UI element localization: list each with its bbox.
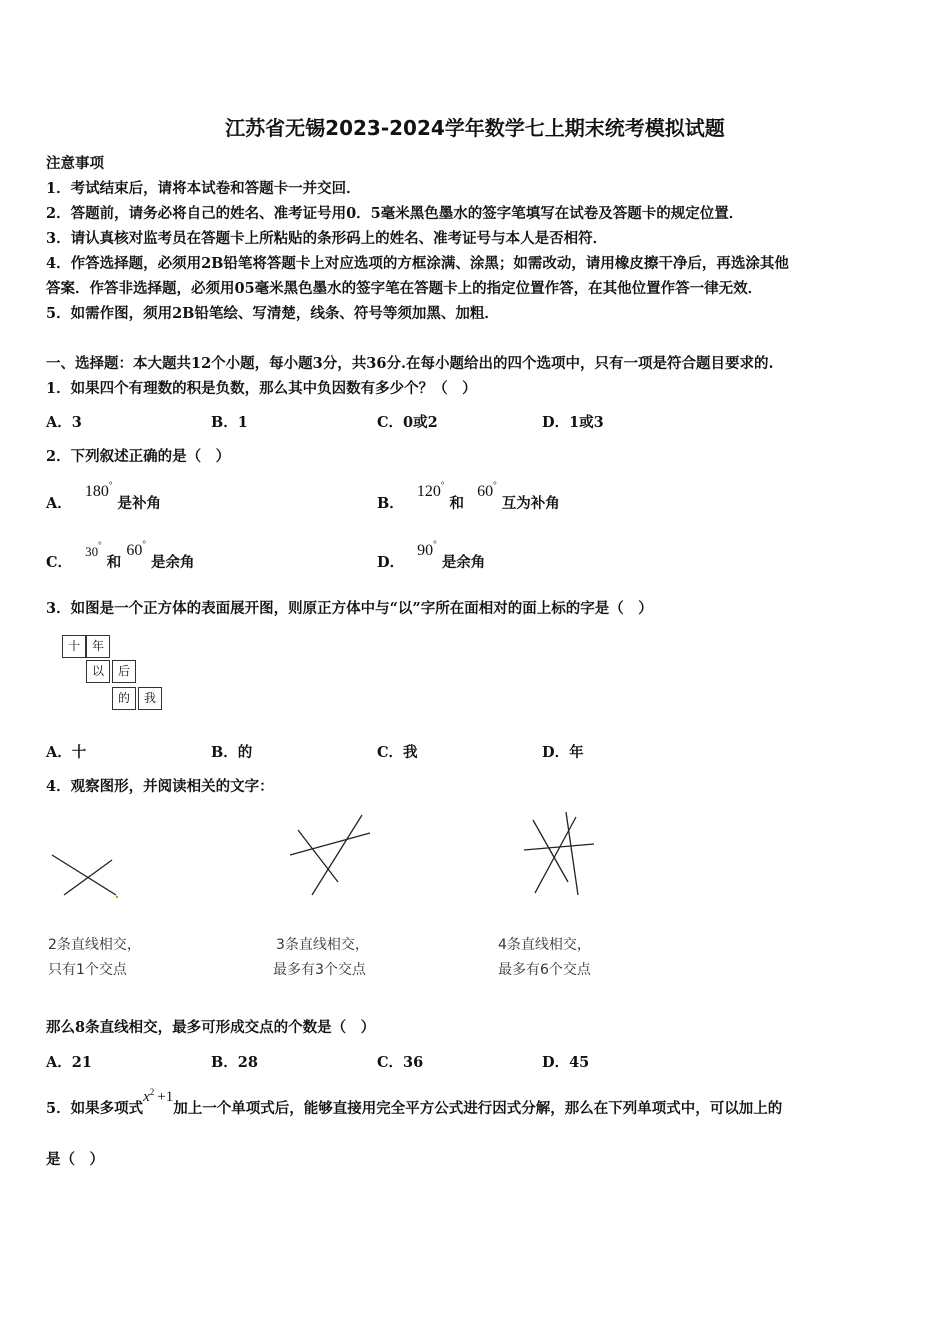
q4-option-b[interactable]: B．28 bbox=[211, 1054, 258, 1071]
option-label: D． bbox=[377, 554, 405, 571]
two-lines-figure bbox=[52, 855, 116, 895]
q3-option-b[interactable]: B．的 bbox=[211, 744, 253, 761]
angle-value: 60° bbox=[477, 480, 497, 500]
question-2-stem: 2．下列叙述正确的是（ ） bbox=[46, 448, 231, 465]
section-heading: 一、选择题：本大题共12个小题，每小题3分，共36分.在每小题给出的四个选项中，只有一项是符合题目要求的. bbox=[46, 355, 774, 372]
angle-value: 30° bbox=[85, 540, 102, 559]
q3-option-d[interactable]: D．年 bbox=[542, 744, 584, 761]
q1-option-b[interactable]: B．1 bbox=[211, 414, 248, 431]
angle-value: 60° bbox=[126, 539, 146, 559]
q3-option-a[interactable]: A．十 bbox=[46, 744, 87, 761]
net-cell: 以 bbox=[86, 660, 110, 683]
option-text: 是余角 bbox=[441, 554, 486, 571]
option-label: A． bbox=[46, 495, 72, 512]
option-text: 互为补角 bbox=[501, 495, 560, 512]
option-label: B． bbox=[377, 495, 404, 512]
q1-option-c[interactable]: C．0或2 bbox=[377, 414, 438, 431]
three-lines-figure bbox=[290, 815, 370, 895]
figure-caption: 4条直线相交， bbox=[498, 937, 591, 953]
notice-heading: 注意事项 bbox=[46, 155, 104, 172]
four-lines-figure bbox=[524, 812, 594, 895]
notice-item: 5．如需作图，须用2B铅笔绘、写清楚，线条、符号等须加黑、加粗． bbox=[46, 305, 499, 322]
notice-item: 2．答题前，请务必将自己的姓名、准考证号用0．5毫米黑色墨水的签字笔填写在试卷及答题卡的规定位置． bbox=[46, 205, 744, 222]
figure-caption: 2条直线相交， bbox=[48, 937, 141, 953]
figure-caption: 只有1个交点 bbox=[48, 962, 127, 978]
net-cell: 十 bbox=[62, 635, 86, 658]
question-1-stem: 1．如果四个有理数的积是负数，那么其中负因数有多少个？（ ） bbox=[46, 380, 477, 397]
q3-option-c[interactable]: C．我 bbox=[377, 744, 418, 761]
polynomial-expression: $x^2 +1$ bbox=[143, 1087, 174, 1105]
net-cell: 后 bbox=[112, 660, 136, 683]
q4-option-a[interactable]: A．21 bbox=[46, 1054, 92, 1071]
q4-option-d[interactable]: D．45 bbox=[542, 1054, 590, 1071]
q2-option-a[interactable] bbox=[46, 480, 161, 513]
q2-option-c[interactable] bbox=[46, 539, 195, 572]
notice-item: 3．请认真核对监考员在答题卡上所粘贴的条形码上的姓名、准考证号与本人是否相符． bbox=[46, 230, 608, 247]
question-3-stem: 3．如图是一个正方体的表面展开图，则原正方体中与“以”字所在面相对的面上标的字是（ ） bbox=[46, 600, 653, 617]
q2-option-b[interactable] bbox=[377, 480, 560, 513]
cube-net-figure bbox=[62, 635, 166, 713]
intersecting-lines-figures bbox=[0, 800, 950, 910]
angle-value: 180° bbox=[84, 480, 113, 500]
figure-caption: 最多有6个交点 bbox=[498, 962, 591, 978]
notice-item: 1．考试结束后，请将本试卷和答题卡一并交回． bbox=[46, 180, 361, 197]
option-text: 和 bbox=[449, 495, 464, 512]
angle-value: 90° bbox=[417, 539, 437, 559]
question-4-stem: 4．观察图形，并阅读相关的文字： bbox=[46, 778, 274, 795]
figure-caption: 3条直线相交， bbox=[276, 937, 369, 953]
notice-item: 4．作答选择题，必须用2B铅笔将答题卡上对应选项的方框涂满、涂黑；如需改动，请用橡皮擦干净后，再选涂其他 bbox=[46, 255, 789, 272]
notice-item: 答案．作答非选择题，必须用05毫米黑色墨水的签字笔在答题卡上的指定位置作答，在其他位置作答一律无效． bbox=[46, 280, 763, 297]
option-text: 是补角 bbox=[117, 495, 161, 512]
figure-caption: 最多有3个交点 bbox=[273, 962, 366, 978]
net-cell: 年 bbox=[86, 635, 110, 658]
question-5-stem bbox=[46, 1087, 783, 1118]
question-4-prompt: 那么8条直线相交，最多可形成交点的个数是（ ） bbox=[46, 1019, 376, 1036]
q1-option-a[interactable]: A．3 bbox=[46, 414, 82, 431]
option-text: 和 bbox=[106, 554, 122, 571]
angle-value: 120° bbox=[416, 480, 445, 500]
q2-option-d[interactable] bbox=[377, 539, 486, 572]
option-label: C． bbox=[46, 554, 73, 571]
net-cell: 的 bbox=[112, 687, 136, 710]
q4-option-c[interactable]: C．36 bbox=[377, 1054, 424, 1071]
net-cell: 我 bbox=[138, 687, 162, 710]
stem-text: 加上一个单项式后，能够直接用完全平方公式进行因式分解，那么在下列单项式中，可以加上的 bbox=[173, 1100, 783, 1117]
question-5-stem-line2: 是（ ） bbox=[46, 1151, 104, 1168]
option-text: 是余角 bbox=[151, 554, 195, 571]
stem-text: 5．如果多项式 bbox=[46, 1100, 144, 1117]
q1-option-d[interactable]: D．1或3 bbox=[542, 414, 604, 431]
page-title: 江苏省无锡2023-2024学年数学七上期末统考模拟试题 bbox=[225, 116, 725, 140]
